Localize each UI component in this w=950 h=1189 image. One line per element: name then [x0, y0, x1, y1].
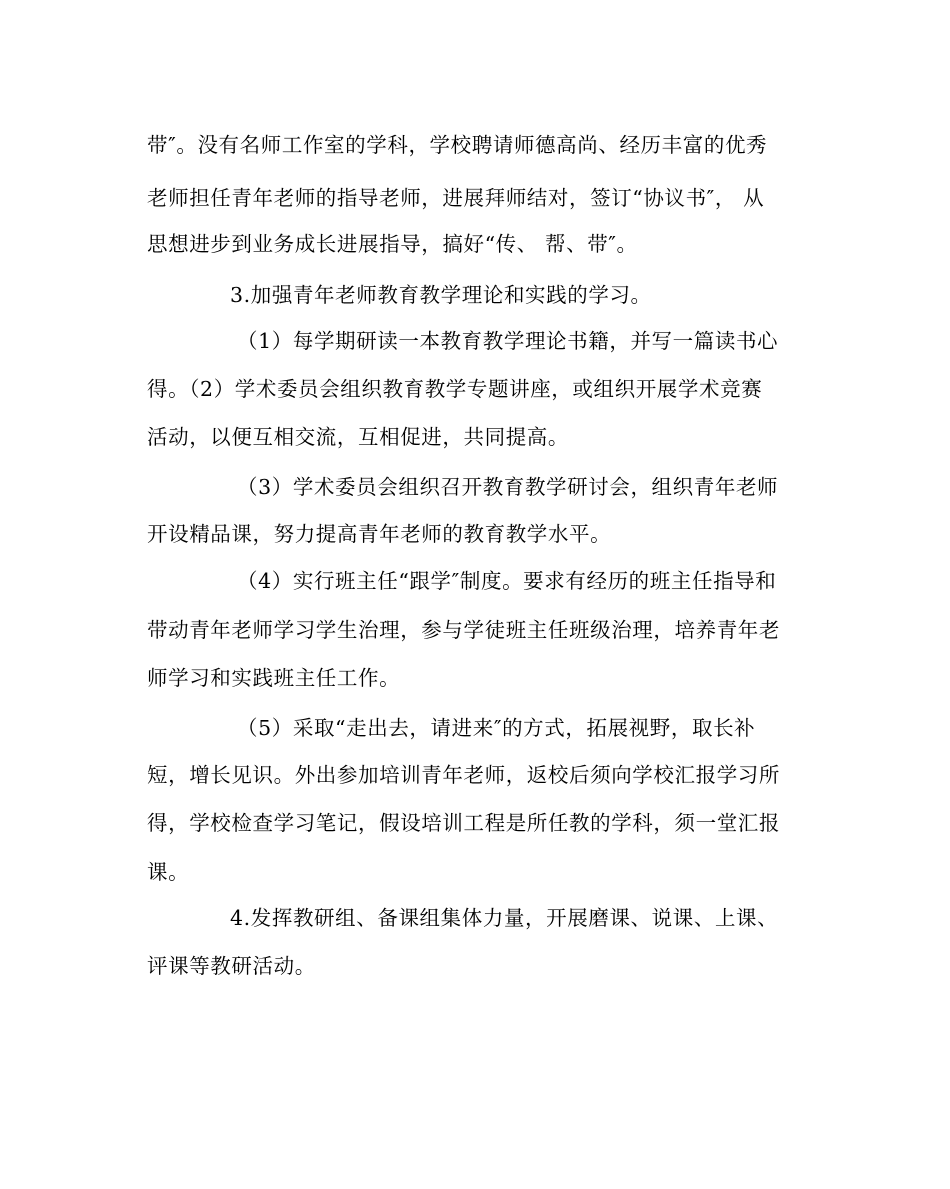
- text-line: 短，增长见识。外出参加培训青年老师，返校后须向学校汇报学习所: [147, 763, 780, 787]
- text-line: （3）学术委员会组织召开教育教学研讨会，组织青年老师: [237, 475, 779, 499]
- text-line: 得，学校检查学习笔记，假设培训工程是所任教的学科，须一堂汇报: [147, 811, 780, 835]
- text-line: 评课等教研活动。: [147, 954, 316, 978]
- text-line: 活动，以便互相交流，互相促进，共同提高。: [147, 425, 569, 449]
- text-line: 得。（2）学术委员会组织教育教学专题讲座，或组织开展学术竞赛: [147, 377, 763, 401]
- text-line: 3.加强青年老师教育教学理论和实践的学习。: [230, 283, 652, 307]
- text-line: 老师担任青年老师的指导老师，进展拜师结对，签订“协议书″， 从: [147, 186, 765, 210]
- text-line: 4.发挥教研组、备课组集体力量，开展磨课、说课、上课、: [230, 906, 779, 930]
- text-line: 带动青年老师学习学生治理，参与学徒班主任班级治理，培养青年老: [147, 618, 780, 642]
- text-line: （1）每学期研读一本教育教学理论书籍，并写一篇读书心: [237, 329, 779, 353]
- text-line: （4）实行班主任“跟学″制度。要求有经历的班主任指导和: [237, 569, 777, 593]
- text-line: 带″。没有名师工作室的学科，学校聘请师德高尚、经历丰富的优秀: [147, 133, 768, 157]
- text-line: 开设精品课，努力提高青年老师的教育教学水平。: [147, 522, 612, 546]
- text-line: （5）采取“走出去，请进来″的方式，拓展视野，取长补: [237, 716, 756, 740]
- text-line: 师学习和实践班主任工作。: [147, 666, 401, 690]
- text-line: 思想进步到业务成长进展指导，搞好“传、 帮、带″。: [147, 232, 638, 256]
- text-line: 课。: [147, 860, 190, 884]
